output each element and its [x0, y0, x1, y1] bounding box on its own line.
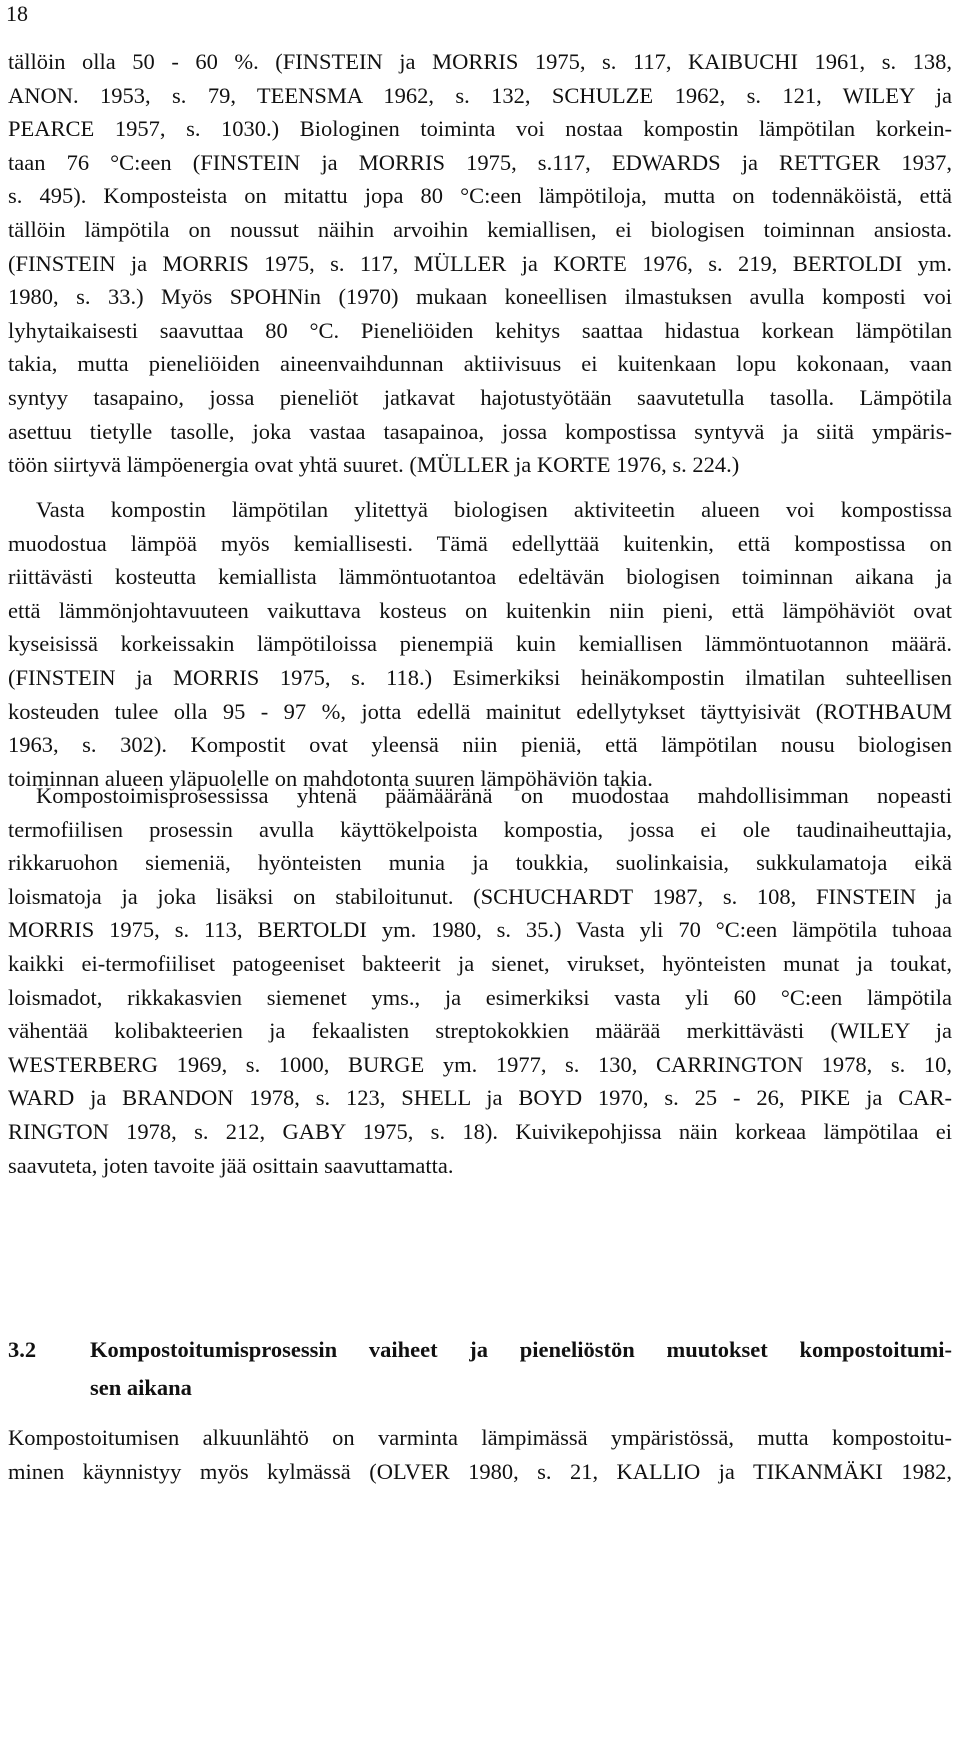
text-line: ANON. 1953, s. 79, TEENSMA 1962, s. 132, SCHULZE 1962, s. 121, WILEY ja — [8, 82, 952, 108]
text-line: Vasta kompostin lämpötilan ylitettyä biologisen aktiviteetin alueen voi kompostissa — [36, 497, 952, 522]
text-line: termofiilisen prosessin avulla käyttökelpoista kompostia, jossa ei ole taudinaiheuttajia, — [8, 816, 952, 842]
text-line: minen käynnistyy myös kylmässä (OLVER 1980, s. 21, KALLIO ja TIKANMÄKI 1982, — [8, 1458, 952, 1484]
text-line: riittävästi kosteutta kemiallista lämmöntuotantoa edeltävän biologisen toiminnan aikana ja — [8, 564, 952, 590]
text-line: lyhytaikaisesti saavuttaa 80 °C. Pieneliöiden kehitys saattaa hidastua korkean lämpötilan — [8, 317, 952, 343]
text-line: 1980, s. 33.) Myös SPOHNin (1970) mukaan koneellisen ilmastuksen avulla komposti voi — [8, 284, 952, 310]
text-line: syntyy tasapaino, jossa pieneliöt jatkavat hajotustyötään saavutetulla tasolla. Lämpötila — [8, 385, 952, 410]
section-number: 3.2 — [8, 1337, 37, 1362]
text-line: loismadot, rikkakasvien siemenet yms., ja esimerkiksi vasta yli 60 °C:een lämpötila — [8, 984, 952, 1010]
text-line: tällöin olla 50 - 60 %. (FINSTEIN ja MORRIS 1975, s. 117, KAIBUCHI 1961, s. 138, — [8, 49, 952, 74]
text-line: WARD ja BRANDON 1978, s. 123, SHELL ja BOYD 1970, s. 25 - 26, PIKE ja CAR- — [8, 1085, 952, 1111]
text-line: Kompostoitumisen alkuunlähtö on varminta lämpimässä ympäristössä, mutta kompostoitu- — [8, 1425, 952, 1450]
text-line: asettuu tietylle tasolle, joka vastaa tasapainoa, jossa kompostissa syntyvä ja siitä ympäris- — [8, 418, 952, 444]
text-line: töön siirtyvä lämpöenergia ovat yhtä suuret. (MÜLLER ja KORTE 1976, s. 224.) — [8, 452, 740, 478]
text-line: 1963, s. 302). Kompostit ovat yleensä niin pieniä, että lämpötilan nousu biologisen — [8, 732, 952, 758]
section-title-line-2: sen aikana — [90, 1375, 192, 1400]
text-line: RINGTON 1978, s. 212, GABY 1975, s. 18). Kuivikepohjissa näin korkeaa lämpötilaa ei — [8, 1119, 952, 1144]
page-number: 18 — [6, 1, 28, 26]
text-line: taan 76 °C:een (FINSTEIN ja MORRIS 1975, s.117, EDWARDS ja RETTGER 1937, — [8, 149, 952, 175]
text-line: Kompostoimisprosessissa yhtenä päämääränä on muodostaa mahdollisimman nopeasti — [36, 783, 952, 808]
text-line: rikkaruohon siemeniä, hyönteisten munia ja toukkia, suolinkaisia, sukkulamatoja eikä — [8, 850, 952, 876]
text-line: loismatoja ja joka lisäksi on stabiloitunut. (SCHUCHARDT 1987, s. 108, FINSTEIN ja — [8, 883, 952, 909]
text-line: (FINSTEIN ja MORRIS 1975, s. 118.) Esimerkiksi heinäkompostin ilmatilan suhteellisen — [8, 665, 952, 690]
section-title-line-1: Kompostoitumisprosessin vaiheet ja pieneliöstön muutokset kompostoitumi- — [90, 1337, 952, 1362]
text-line: tällöin lämpötila on noussut näihin arvoihin kemiallisen, ei biologisen toiminnan ansiosta. — [8, 217, 952, 242]
text-line: että lämmönjohtavuuteen vaikuttava kosteus on kuitenkin niin pieni, että lämpöhäviöt ovat — [8, 597, 952, 623]
text-line: MORRIS 1975, s. 113, BERTOLDI ym. 1980, s. 35.) Vasta yli 70 °C:een lämpötila tuhoaa — [8, 917, 952, 943]
text-line: muodostua lämpöä myös kemiallisesti. Tämä edellyttää kuitenkin, että kompostissa on — [8, 530, 952, 556]
text-line: takia, mutta pieneliöiden aineenvaihdunnan aktiivisuus ei kuitenkaan lopu kokonaan, vaan — [8, 351, 952, 377]
text-line: vähentää kolibakteerien ja fekaalisten streptokokkien määrää merkittävästi (WILEY ja — [8, 1018, 952, 1044]
text-line: toiminnan alueen yläpuolelle on mahdotonta suuren lämpöhäviön takia. — [8, 765, 653, 791]
text-line: (FINSTEIN ja MORRIS 1975, s. 117, MÜLLER ja KORTE 1976, s. 219, BERTOLDI ym. — [8, 250, 952, 276]
text-line: kyseisissä korkeissakin lämpötiloissa pienempiä kuin kemiallisen lämmöntuotannon määrä. — [8, 631, 952, 657]
text-line: saavuteta, joten tavoite jää osittain saavuttamatta. — [8, 1152, 454, 1178]
text-line: kosteuden tulee olla 95 - 97 %, jotta edellä mainitut edellytykset täyttyisivät (ROTHBAUM — [8, 698, 952, 724]
text-line: s. 495). Komposteista on mitattu jopa 80 °C:een lämpötiloja, mutta on todennäköistä, että — [8, 183, 952, 209]
text-line: kaikki ei-termofiiliset patogeeniset bakteerit ja sienet, virukset, hyönteisten munat ja toukat, — [8, 951, 952, 976]
text-line: PEARCE 1957, s. 1030.) Biologinen toiminta voi nostaa kompostin lämpötilan korkein- — [8, 116, 952, 142]
text-line: WESTERBERG 1969, s. 1000, BURGE ym. 1977, s. 130, CARRINGTON 1978, s. 10, — [8, 1051, 952, 1077]
